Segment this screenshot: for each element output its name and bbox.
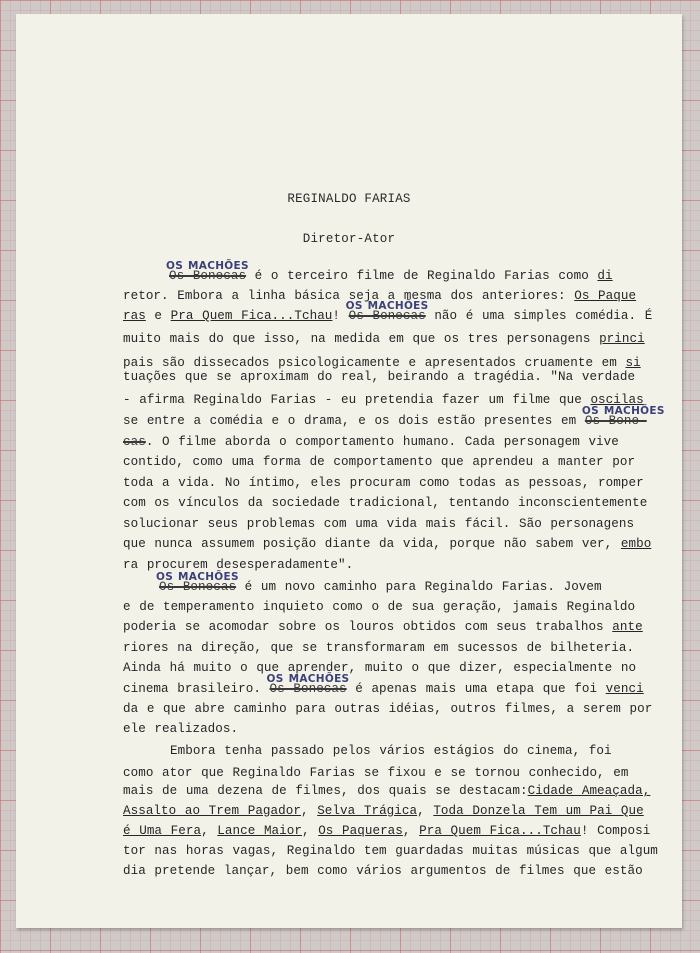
text-line: e de temperamento inquieto como o de sua geração, jamais Reginaldo <box>123 600 636 614</box>
struck-title: Os Bonecas <box>269 682 347 696</box>
text-line: OS MACHÕES Os Bonecas é o terceiro filme de Reginaldo Farias como di <box>166 259 613 283</box>
text-line: como ator que Reginaldo Farias se fixou e se tornou conhecido, em <box>123 766 629 780</box>
text-line: ele realizados. <box>123 722 239 736</box>
stamp-os-machoes: OS MACHÕES <box>266 672 350 686</box>
underlined-text: ras <box>123 309 146 323</box>
underlined-text: si <box>625 356 641 370</box>
text-line: tuações que se aproximam do real, beirando a tragédia. "Na verdade <box>123 370 636 384</box>
text-line: da e que abre caminho para outras idéias, outros filmes, a serem por <box>123 702 653 716</box>
struck-title: cas <box>123 435 146 449</box>
underlined-text: Os Paque <box>574 289 637 303</box>
underlined-text: princi <box>599 332 645 346</box>
text-line: retor. Embora a linha básica seja a mesma dos anteriores: Os Paque <box>123 289 637 303</box>
underlined-text: Os Paqueras <box>318 824 403 838</box>
text-line: solucionar seus problemas com uma vida mais fácil. São personagens <box>123 517 635 531</box>
text-line: toda a vida. No íntimo, eles procuram como todas as pessoas, romper <box>123 476 644 490</box>
stamp-os-machoes: OS MACHÕES <box>581 404 665 418</box>
underlined-text: ante <box>612 620 643 634</box>
underlined-text: di <box>597 269 613 283</box>
underlined-text: oscilas <box>590 393 644 407</box>
text-line: poderia se acomodar sobre os louros obtidos com seus trabalhos ante <box>123 620 643 634</box>
text-line: dia pretende lançar, bem como vários argumentos de filmes que estão <box>123 864 643 878</box>
stamp-os-machoes: OS MACHÕES <box>166 259 249 273</box>
struck-title: Os Bonecas <box>169 269 247 283</box>
text-line: cinema brasileiro. OS MACHÕES Os Bonecas é apenas mais uma etapa que foi venci <box>123 672 644 696</box>
underlined-text: Selva Trágica <box>317 804 418 818</box>
text-line: se entre a comédia e o drama, e os dois estão presentes em OS MACHÕES Os Bone- <box>123 404 665 428</box>
text-line: pais são dissecados psicologicamente e apresentados cruamente em si <box>123 356 641 370</box>
underlined-text: Cidade Ameaçada, <box>527 784 651 798</box>
text-line: contido, como uma forma de comportamento que aprendeu a manter por <box>123 455 636 469</box>
text-line: - afirma Reginaldo Farias - eu pretendia fazer um filme que oscilas <box>123 393 644 407</box>
text-line: é Uma Fera, Lance Maior, Os Paqueras, Pra Quem Fica...Tchau! Composi <box>123 824 651 838</box>
page-subtitle: Diretor-Ator <box>302 232 396 246</box>
struck-title: Os Bonecas <box>159 580 237 594</box>
stamp-os-machoes: OS MACHÕES <box>345 299 429 313</box>
underlined-text: é Uma Fera <box>123 824 202 838</box>
underlined-text: embo <box>620 537 652 551</box>
underlined-text: Pra Quem Fica...Tchau <box>170 309 333 323</box>
text-line: com os vínculos da sociedade tradicional, tentando inconscientemente <box>123 496 648 510</box>
text-line: ra procurem desesperadamente". <box>123 558 354 572</box>
text-line: ras e Pra Quem Fica...Tchau! OS MACHÕES Os Bonecas não é uma simples comédia. É <box>123 299 653 323</box>
text-line: que nunca assumem posição diante da vida, porque não sabem ver, embo <box>123 537 652 551</box>
text-line: muito mais do que isso, na medida em que os tres personagens princi <box>123 332 645 346</box>
text-line: mais de uma dezena de filmes, dos quais se destacam:Cidade Ameaçada, <box>123 784 651 798</box>
text-line: Ainda há muito o que aprender, muito o que dizer, especialmente no <box>123 661 637 675</box>
text-line: OS MACHÕES Os Bonecas é um novo caminho para Reginaldo Farias. Jovem <box>156 570 602 594</box>
underlined-text: Lance Maior <box>217 824 302 838</box>
text-line: riores na direção, que se transformaram em sucessos de bilheteria. <box>123 641 635 655</box>
underlined-text: venci <box>605 682 644 696</box>
text-line: cas. O filme aborda o comportamento humano. Cada personagem vive <box>123 435 619 449</box>
text-line: tor nas horas vagas, Reginaldo tem guardadas muitas músicas que algum <box>123 844 658 858</box>
text-line: Embora tenha passado pelos vários estágios do cinema, foi <box>170 744 612 758</box>
underlined-text: Toda Donzela Tem um Pai Que <box>433 804 644 818</box>
underlined-text: Pra Quem Fica...Tchau <box>419 824 581 838</box>
underlined-text: Assalto ao Trem Pagador <box>123 804 301 818</box>
page-title: REGINALDO FARIAS <box>287 192 411 206</box>
struck-title: Os Bonecas <box>348 309 426 323</box>
stamp-os-machoes: OS MACHÕES <box>156 570 239 584</box>
struck-title: Os Bone- <box>584 414 647 428</box>
text-line: Assalto ao Trem Pagador, Selva Trágica, Toda Donzela Tem um Pai Que <box>123 804 644 818</box>
typed-page <box>16 14 682 928</box>
